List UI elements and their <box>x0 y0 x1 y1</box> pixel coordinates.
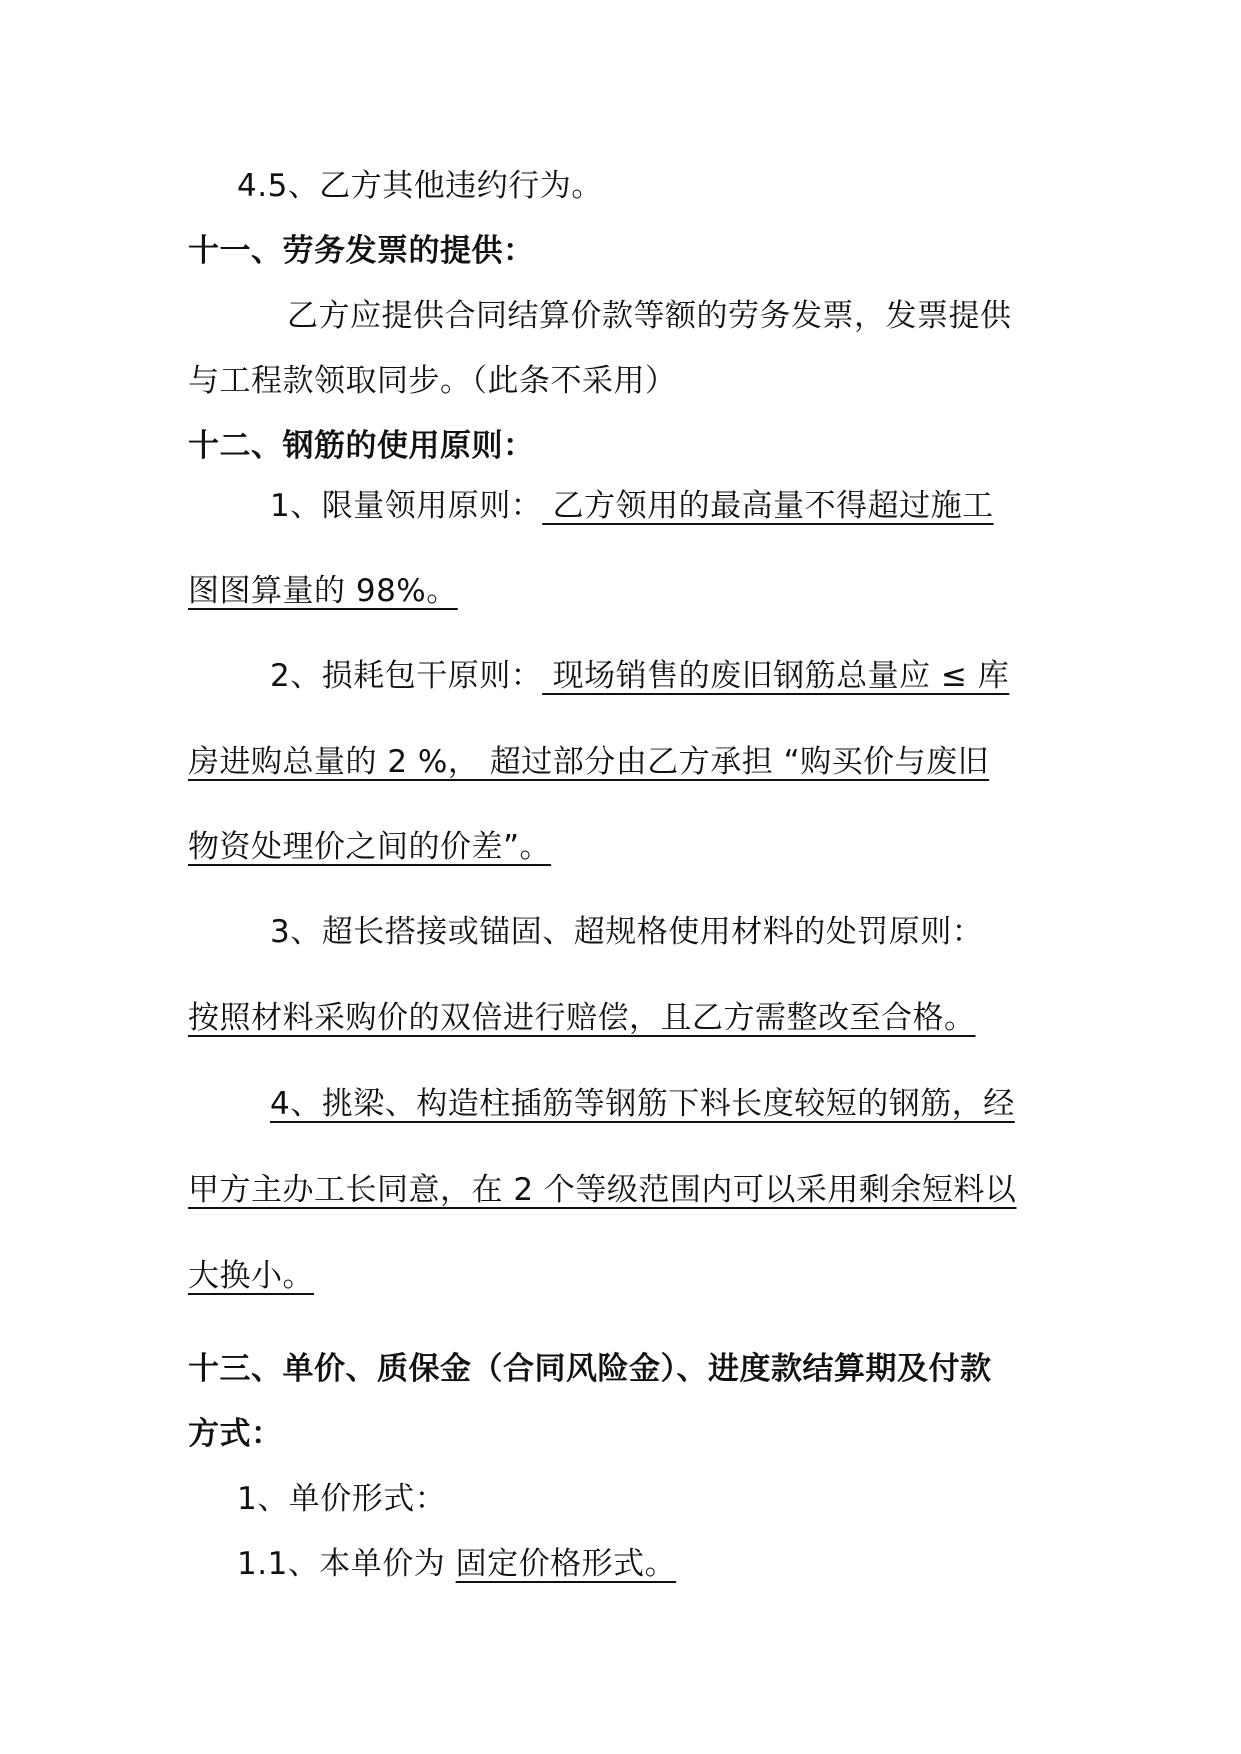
rule-2-line1 <box>270 656 1009 696</box>
section-11-para-line1: 乙方应提供合同结算价款等额的劳务发票，发票提供 <box>287 298 1012 334</box>
section-13-heading-line2: 方式： <box>188 1416 283 1452</box>
section-13-heading-line1: 十三、单价、质保金（合同风险金）、进度款结算期及付款 <box>188 1351 992 1387</box>
section-13-item-1-1 <box>237 1544 676 1584</box>
rule-2-text-end: 物资处理价之间的价差”。 <box>188 829 552 865</box>
rule-3-text: 按照材料采购价的双倍进行赔偿，且乙方需整改至合格。 <box>188 1000 976 1036</box>
rule-4-line1 <box>270 1084 1015 1124</box>
rule-2-text-cont: 房进购总量的 2 %， 超过部分由乙方承担 “购买价与废旧 <box>188 744 990 780</box>
item-4-5: 4.5、乙方其他违约行为。 <box>237 168 603 204</box>
rule-3-line <box>188 998 976 1038</box>
rule-4-text: 4、挑梁、构造柱插筋等钢筋下料长度较短的钢筋，经 <box>270 1086 1015 1122</box>
item-1-1-value: 固定价格形式。 <box>455 1546 677 1582</box>
rule-3-label: 3、超长搭接或锚固、超规格使用材料的处罚原则： <box>270 914 984 950</box>
rule-2-line2 <box>188 742 989 782</box>
section-13-item-1: 1、单价形式： <box>237 1481 447 1517</box>
rule-4-text-end: 大换小。 <box>188 1258 314 1294</box>
rule-1-line1 <box>270 486 994 526</box>
rule-4-line3 <box>188 1256 314 1296</box>
section-11-para-line2: 与工程款领取同步。（此条不采用） <box>188 363 677 399</box>
item-1-1-label: 1.1、本单价为 <box>237 1546 456 1582</box>
rule-4-text-cont: 甲方主办工长同意，在 2 个等级范围内可以采用剩余短料以 <box>188 1172 1017 1208</box>
rule-1-line2 <box>188 571 458 611</box>
rule-2-text: 现场销售的废旧钢筋总量应 ≤ 库 <box>542 658 1010 694</box>
rule-4-line2 <box>188 1170 1016 1210</box>
rule-1-text-cont: 图图算量的 98%。 <box>188 573 458 609</box>
rule-2-line3 <box>188 827 551 867</box>
section-11-heading: 十一、劳务发票的提供： <box>188 233 535 269</box>
rule-2-label: 2、损耗包干原则： <box>270 658 543 694</box>
rule-1-text: 乙方领用的最高量不得超过施工 <box>542 488 994 524</box>
rule-1-label: 1、限量领用原则： <box>270 488 543 524</box>
section-12-heading: 十二、钢筋的使用原则： <box>188 428 535 464</box>
